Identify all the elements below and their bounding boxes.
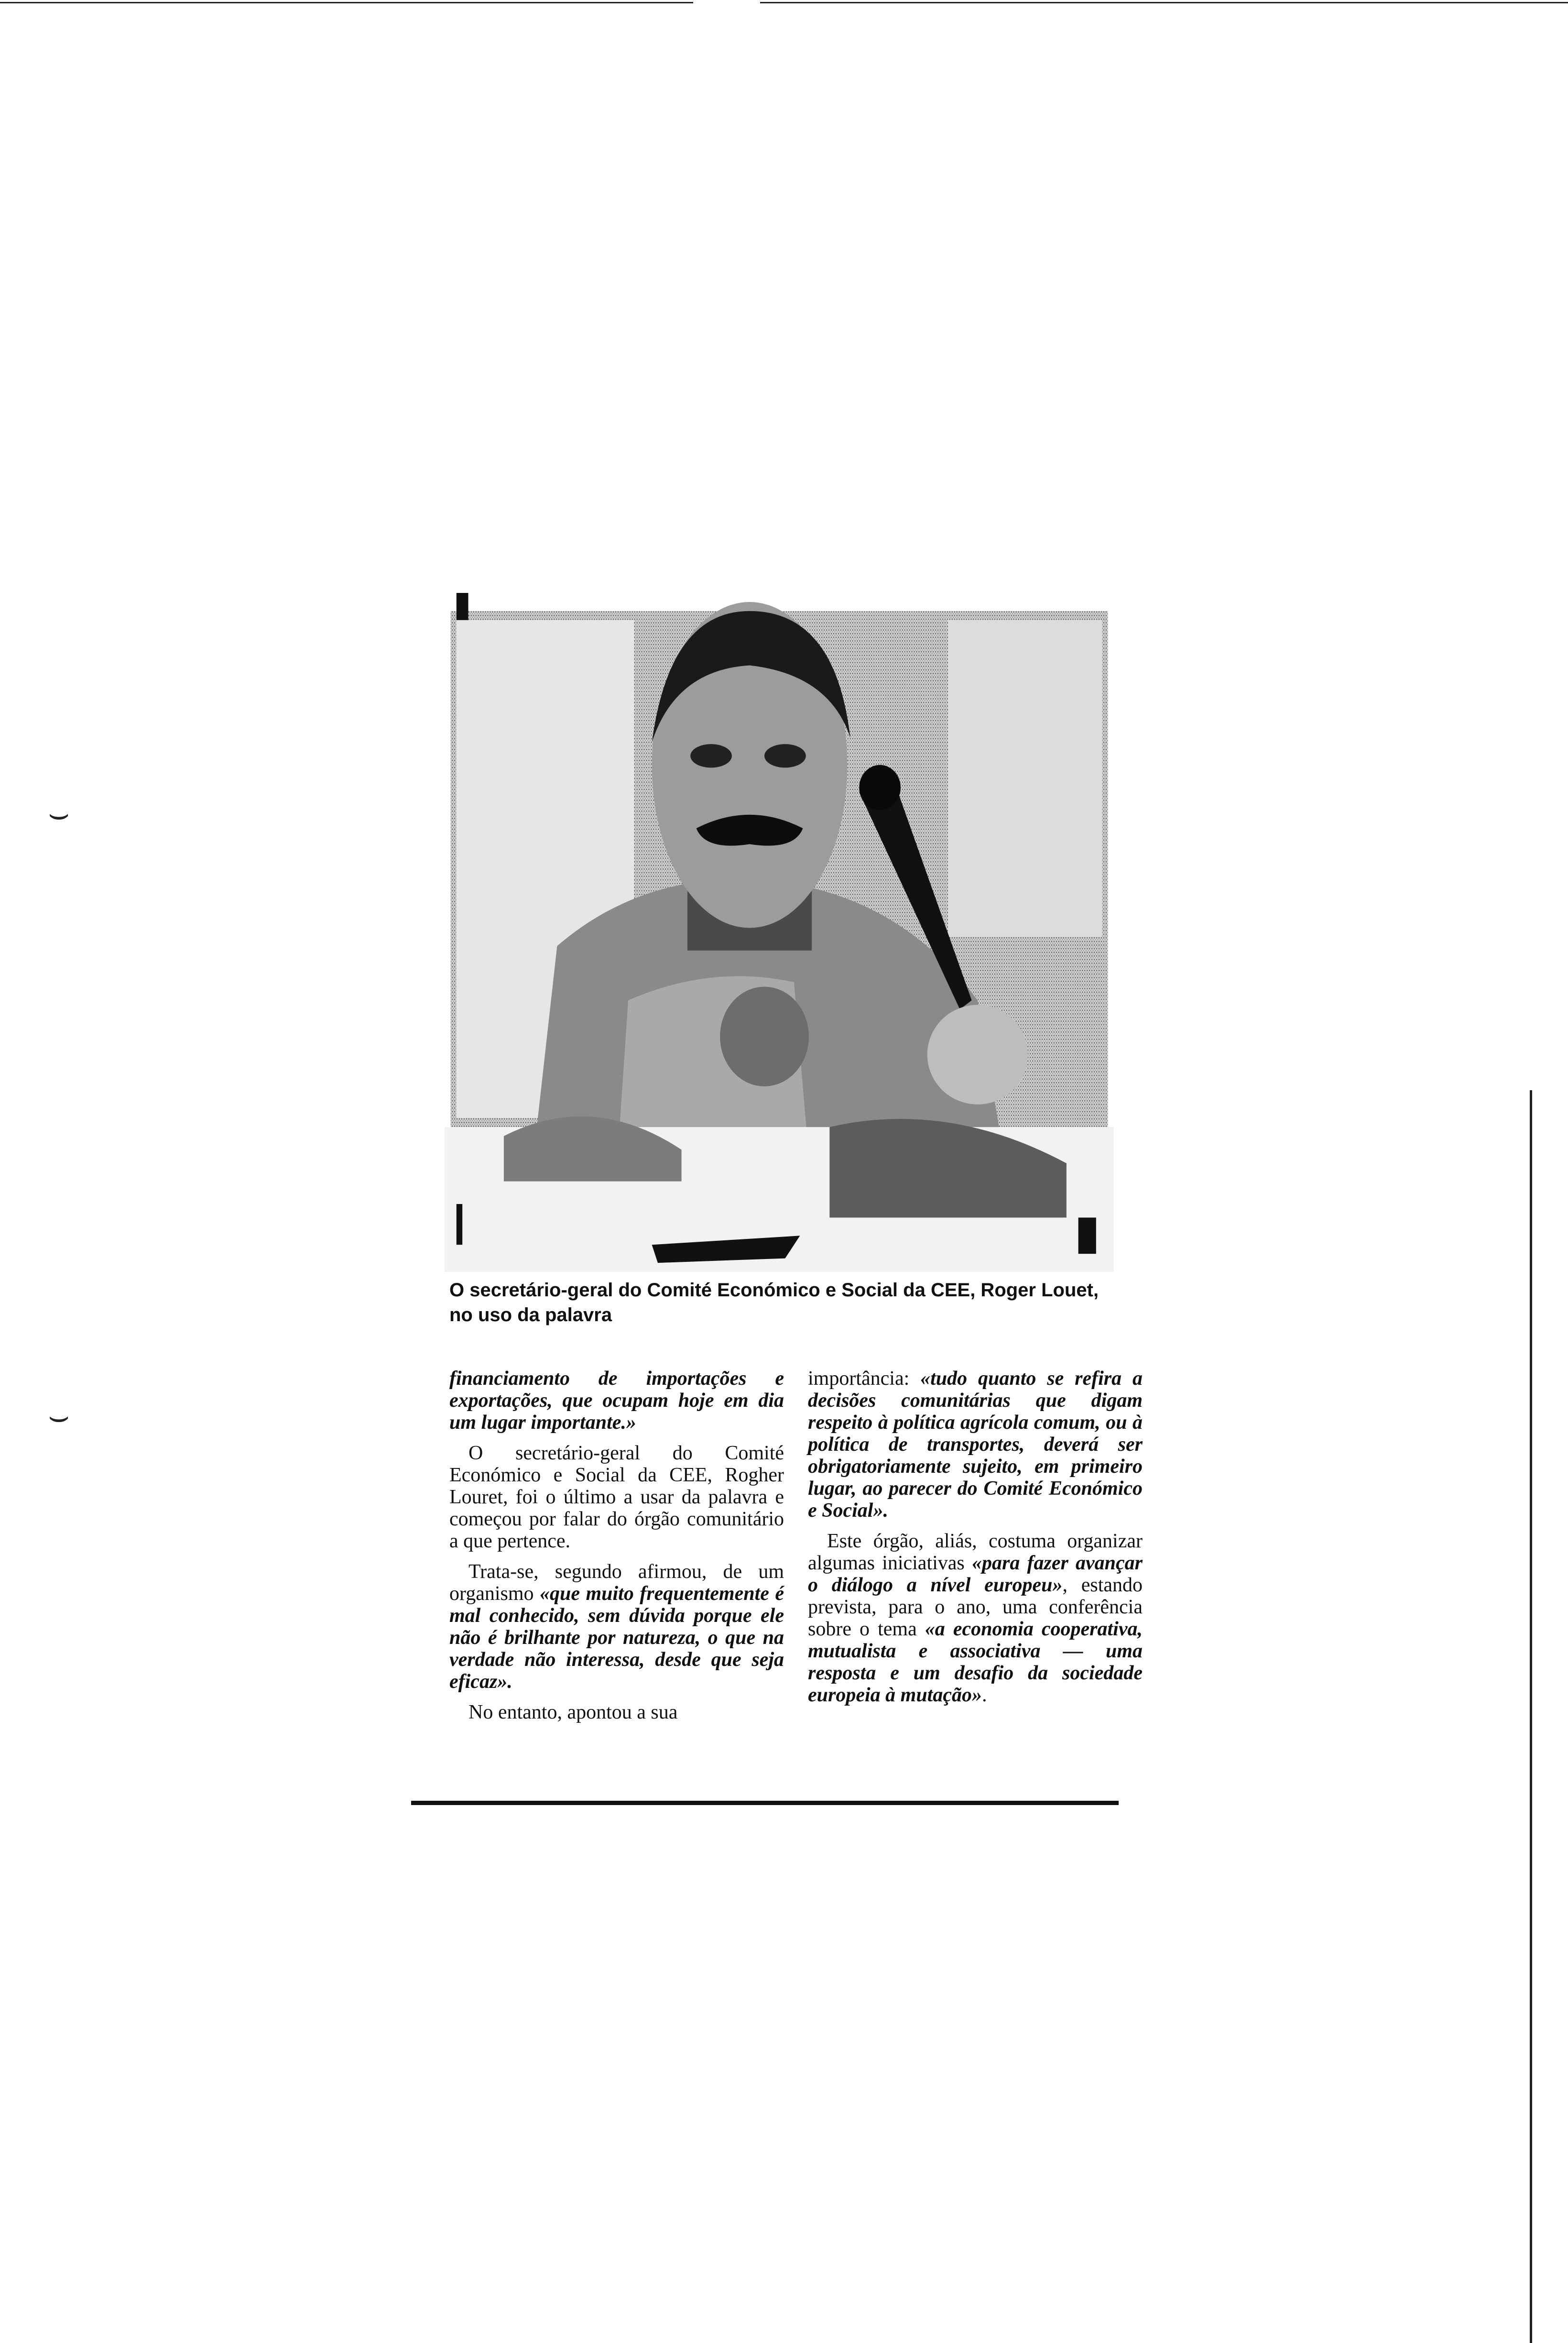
- right-paragraph-2: [808, 1530, 1143, 1706]
- photo-caption: [449, 1278, 1114, 1327]
- article-column-right: [808, 1368, 1143, 1715]
- top-scan-line-left: [0, 2, 693, 3]
- right-paragraph-1-quote: «tudo quanto se refira a decisões comunitárias que digam respeito à política agrícola comum, ou à política de transportes, deverá ser obrigatoriamente sujeito, em primeiro lugar, ao parecer do Comité Económico e Social».: [808, 1368, 1143, 1522]
- bottom-rule: [411, 1801, 1119, 1805]
- left-quote-1: financiamento de importações e exportações, que ocupam hoje em dia um lugar importante.»: [449, 1368, 784, 1434]
- article-column-left: [449, 1368, 784, 1732]
- right-paragraph-1: [808, 1368, 1143, 1522]
- caption-text: O secretário-geral do Comité Económico e Social da CEE, Roger Louet, no uso da palavra: [449, 1280, 1099, 1325]
- left-paragraph-3: [449, 1561, 784, 1693]
- photo-portrait: [445, 593, 1114, 1272]
- left-paragraph-3-quote: «que muito frequentemente é mal conhecido, sem dúvida porque ele não é brilhante por natureza, o que na verdade não interessa, desde que seja eficaz».: [449, 1583, 784, 1693]
- left-paragraph-2: O secretário-geral do Comité Económico e Social da CEE, Rogher Louret, foi o último a usar da palavra e começou por falar do órgão comunitário a que pertence.: [449, 1442, 784, 1552]
- left-paragraph-3-text: Trata-se, segundo afirmou, de um organismo: [449, 1561, 784, 1605]
- right-paragraph-2-quote-a: «para fazer avançar o diálogo a nível europeu»: [808, 1552, 1143, 1596]
- right-paragraph-1-text: importância:: [808, 1368, 921, 1390]
- margin-mark-2: ⌣: [48, 1396, 70, 1435]
- left-paragraph-4: No entanto, apontou a sua: [468, 1701, 678, 1723]
- right-paragraph-2-end: .: [982, 1684, 987, 1706]
- left-paragraph-1: [449, 1368, 784, 1434]
- right-paragraph-2-quote-b: «a economia cooperativa, mutualista e associativa — uma resposta e um desafio da sociedade europeia à mutação»: [808, 1618, 1143, 1706]
- right-paragraph-2-text-b: , estando prevista, para o ano, uma conferência sobre o tema: [808, 1574, 1143, 1640]
- margin-mark-1: ⌣: [48, 794, 70, 833]
- column-rule: [1530, 1090, 1532, 2343]
- top-scan-line-right: [760, 2, 1568, 3]
- right-paragraph-2-text-a: Este órgão, aliás, costuma organizar algumas iniciativas: [808, 1530, 1143, 1574]
